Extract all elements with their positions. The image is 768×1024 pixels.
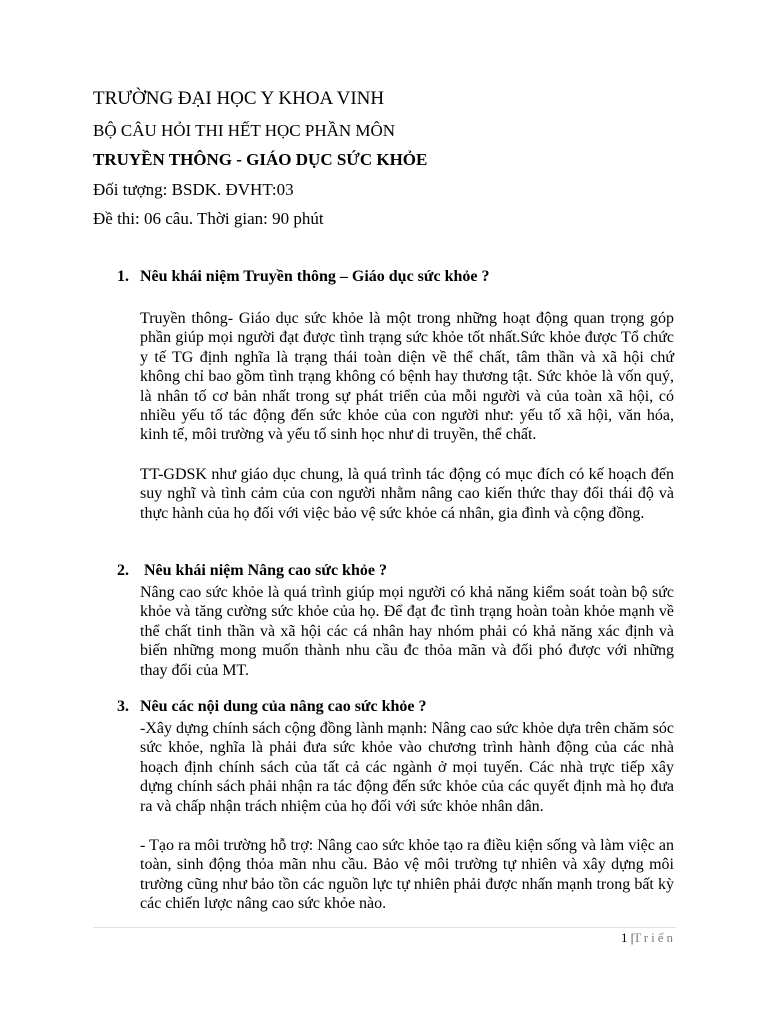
question-heading (117, 562, 387, 580)
answer-paragraph: TT-GDSK như giáo dục chung, là quá trình tác động có mục đích có kế hoạch đến suy nghĩ và tình cảm của con người nhằm nâng cao kiến thức thay đổi thái độ và thực hành của họ đối với việc bảo vệ sức khỏe cá nhân, gia đình và cộng đồng. (140, 466, 674, 522)
question-title: Nêu khái niệm Nâng cao sức khỏe ? (140, 562, 387, 579)
answer-paragraph: - Tạo ra môi trường hỗ trợ: Nâng cao sức khỏe tạo ra điều kiện sống và làm việc an toàn, sinh động thỏa mãn nhu cầu. Bảo vệ môi trường tự nhiên và xây dựng môi trường cũng như bảo tồn các nguồn lực tự nhiên phải được nhấn mạnh trong bất kỳ các chiến lược nâng cao sức khỏe nào. (140, 837, 674, 913)
audience-line: Đối tượng: BSDK. ĐVHT:03 (93, 180, 294, 199)
course-title: TRUYỀN THÔNG - GIÁO DỤC SỨC KHỎE (93, 150, 428, 169)
answer-paragraph: Truyền thông- Giáo dục sức khỏe là một trong những hoạt động quan trọng góp phần giúp mọi người đạt được tình trạng sức khỏe tốt nhất.Sức khỏe được Tổ chức y tế TG định nghĩa là trạng thái toàn diện về thể chất, tâm thần và xã hội chứ không chỉ bao gồm tình trạng không có bệnh hay thương tật. Sức khỏe là vốn quý, là nhân tố cơ bản nhất trong sự phát triển của mỗi người và của toàn xã hội, có nhiều yếu tố tác động đến sức khỏe của con người như: yếu tố xã hội, văn hóa, kinh tế, môi trường và yếu tố sinh học như di truyền, thể chất. (140, 310, 674, 444)
exam-info-line: Đề thi: 06 câu. Thời gian: 90 phút (93, 209, 324, 228)
question-number: 2. (117, 562, 129, 579)
footer-label: Triển (633, 930, 676, 945)
footer-divider (93, 927, 676, 928)
footer-separator: | (627, 930, 634, 945)
question-heading (117, 268, 490, 286)
question-title: Nêu các nội dung của nâng cao sức khỏe ? (140, 698, 427, 715)
question-number: 3. (117, 698, 129, 715)
question-number: 1. (117, 268, 129, 285)
question-title: Nêu khái niệm Truyền thông – Giáo dục sức khỏe ? (140, 268, 490, 285)
answer-paragraph: -Xây dựng chính sách cộng đồng lành mạnh: Nâng cao sức khỏe dựa trên chăm sóc sức khỏe, nghĩa là phải đưa sức khỏe vào chương trình hành động của các nhà hoạch định chính sách của tất cả các ngành ở mọi tuyến. Các nhà trực tiếp xây dựng chính sách phải nhận ra tác động đến sức khỏe của các quyết định mà họ đưa ra và chấp nhận trách nhiệm của họ đối với sức khỏe nhân dân. (140, 720, 674, 815)
exam-subtitle: BỘ CÂU HỎI THI HẾT HỌC PHẦN MÔN (93, 121, 396, 140)
answer-paragraph: Nâng cao sức khỏe là quá trình giúp mọi người có khả năng kiểm soát toàn bộ sức khỏe và tăng cường sức khỏe của họ. Để đạt đc tình trạng hoàn toàn khỏe mạnh về thể chất tinh thần và xã hội các cá nhân hay nhóm phải có khả năng xác định và biến những mong muốn thành nhu cầu đc thỏa mãn và đối phó được với những thay đổi của MT. (140, 584, 674, 679)
page-number: 1 (620, 930, 628, 945)
school-name: TRƯỜNG ĐẠI HỌC Y KHOA VINH (93, 88, 385, 109)
question-heading (117, 698, 427, 716)
page-footer (621, 930, 676, 946)
